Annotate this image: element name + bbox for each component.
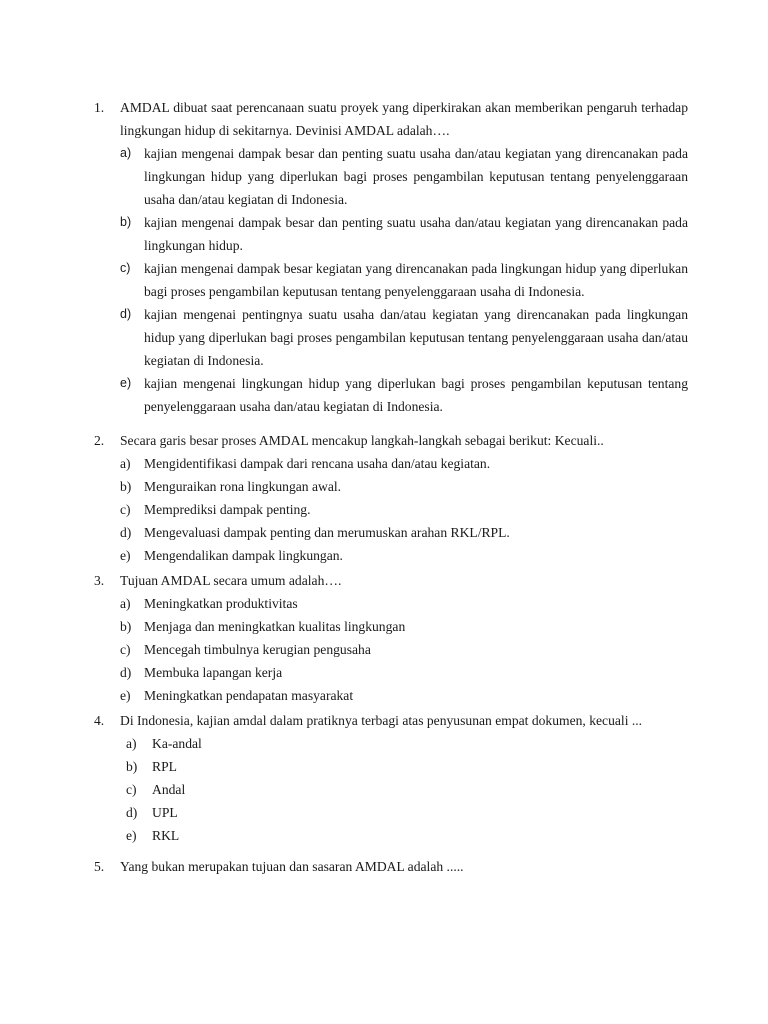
- option-list: [94, 732, 688, 847]
- question-4: [94, 709, 688, 847]
- option-text: RPL: [152, 759, 177, 774]
- option-text: Membuka lapangan kerja: [144, 665, 283, 680]
- option-c: [94, 498, 688, 521]
- option-a: [94, 142, 688, 211]
- option-e: [94, 684, 688, 707]
- option-text: Mengevaluasi dampak penting dan merumuskan arahan RKL/RPL.: [144, 525, 510, 540]
- option-text: Mengidentifikasi dampak dari rencana usaha dan/atau kegiatan.: [144, 456, 491, 471]
- option-e: [94, 824, 688, 847]
- question-text: AMDAL dibuat saat perencanaan suatu proyek yang diperkirakan akan memberikan pengaruh terhadap lingkungan hidup di sekitarnya. Devinisi AMDAL adalah….: [120, 100, 688, 138]
- option-list: [94, 452, 688, 567]
- option-label: e): [120, 376, 132, 390]
- option-c: [94, 257, 688, 303]
- option-label: b): [126, 759, 138, 774]
- option-label: e): [126, 828, 137, 843]
- option-e: [94, 372, 688, 418]
- option-a: [94, 452, 688, 475]
- option-text: Mencegah timbulnya kerugian pengusaha: [144, 642, 371, 657]
- question-number: 3.: [94, 573, 105, 588]
- option-b: [94, 755, 688, 778]
- option-text: Andal: [152, 782, 186, 797]
- question-number: 2.: [94, 433, 105, 448]
- option-text: kajian mengenai lingkungan hidup yang diperlukan bagi proses pengambilan keputusan tentang penyelenggaraan usaha dan/atau kegiatan di Indonesia.: [144, 376, 688, 414]
- option-label: c): [126, 782, 137, 797]
- question-text: Yang bukan merupakan tujuan dan sasaran AMDAL adalah .....: [120, 859, 464, 874]
- option-text: Meningkatkan pendapatan masyarakat: [144, 688, 354, 703]
- question-text: Tujuan AMDAL secara umum adalah….: [120, 573, 342, 588]
- option-d: [94, 303, 688, 372]
- question-text: Secara garis besar proses AMDAL mencakup langkah-langkah sebagai berikut: Kecuali..: [120, 433, 604, 448]
- question-text: Di Indonesia, kajian amdal dalam pratiknya terbagi atas penyusunan empat dokumen, kecuali ...: [120, 713, 643, 728]
- option-text: Ka-andal: [152, 736, 202, 751]
- option-list: [94, 142, 688, 418]
- option-label: c): [120, 261, 131, 275]
- option-text: Mengendalikan dampak lingkungan.: [144, 548, 343, 563]
- option-list: [94, 592, 688, 707]
- option-label: a): [126, 736, 137, 751]
- option-a: [94, 732, 688, 755]
- option-label: a): [120, 596, 131, 611]
- option-text: Memprediksi dampak penting.: [144, 502, 311, 517]
- question-1: [94, 96, 688, 418]
- option-label: d): [120, 525, 132, 540]
- option-b: [94, 211, 688, 257]
- option-label: c): [120, 502, 131, 517]
- option-text: Menguraikan rona lingkungan awal.: [144, 479, 342, 494]
- question-number: 1.: [94, 100, 105, 115]
- option-label: e): [120, 548, 131, 563]
- option-c: [94, 778, 688, 801]
- option-label: b): [120, 215, 132, 229]
- option-text: kajian mengenai dampak besar kegiatan yang direncanakan pada lingkungan hidup yang diperlukan bagi proses pengambilan keputusan tentang penyelenggaraan usaha di Indonesia.: [144, 261, 688, 299]
- question-5: [94, 855, 688, 878]
- option-label: e): [120, 688, 131, 703]
- option-text: Meningkatkan produktivitas: [144, 596, 298, 611]
- option-c: [94, 638, 688, 661]
- option-label: d): [120, 665, 132, 680]
- option-label: d): [120, 307, 132, 321]
- option-label: a): [120, 456, 131, 471]
- option-text: kajian mengenai pentingnya suatu usaha dan/atau kegiatan yang direncanakan pada lingkungan hidup yang diperlukan bagi proses pengambilan keputusan tentang penyelenggaraan usaha dan/atau kegiatan di Indonesia.: [144, 307, 688, 368]
- question-number: 4.: [94, 713, 105, 728]
- option-d: [94, 801, 688, 824]
- option-label: a): [120, 146, 132, 160]
- option-label: b): [120, 619, 132, 634]
- option-d: [94, 521, 688, 544]
- option-label: b): [120, 479, 132, 494]
- question-number: 5.: [94, 859, 105, 874]
- option-text: UPL: [152, 805, 178, 820]
- question-2: [94, 429, 688, 567]
- option-label: c): [120, 642, 131, 657]
- option-a: [94, 592, 688, 615]
- option-b: [94, 475, 688, 498]
- option-text: kajian mengenai dampak besar dan penting suatu usaha dan/atau kegiatan yang direncanakan pada lingkungan hidup.: [144, 215, 688, 253]
- option-label: d): [126, 805, 138, 820]
- option-text: kajian mengenai dampak besar dan penting suatu usaha dan/atau kegiatan yang direncanakan pada lingkungan hidup yang diperlukan bagi proses pengambilan keputusan tentang penyelenggaraan usaha dan/atau kegiatan di Indonesia.: [144, 146, 688, 207]
- option-text: RKL: [152, 828, 180, 843]
- option-e: [94, 544, 688, 567]
- option-d: [94, 661, 688, 684]
- question-3: [94, 569, 688, 707]
- option-text: Menjaga dan meningkatkan kualitas lingkungan: [144, 619, 406, 634]
- option-b: [94, 615, 688, 638]
